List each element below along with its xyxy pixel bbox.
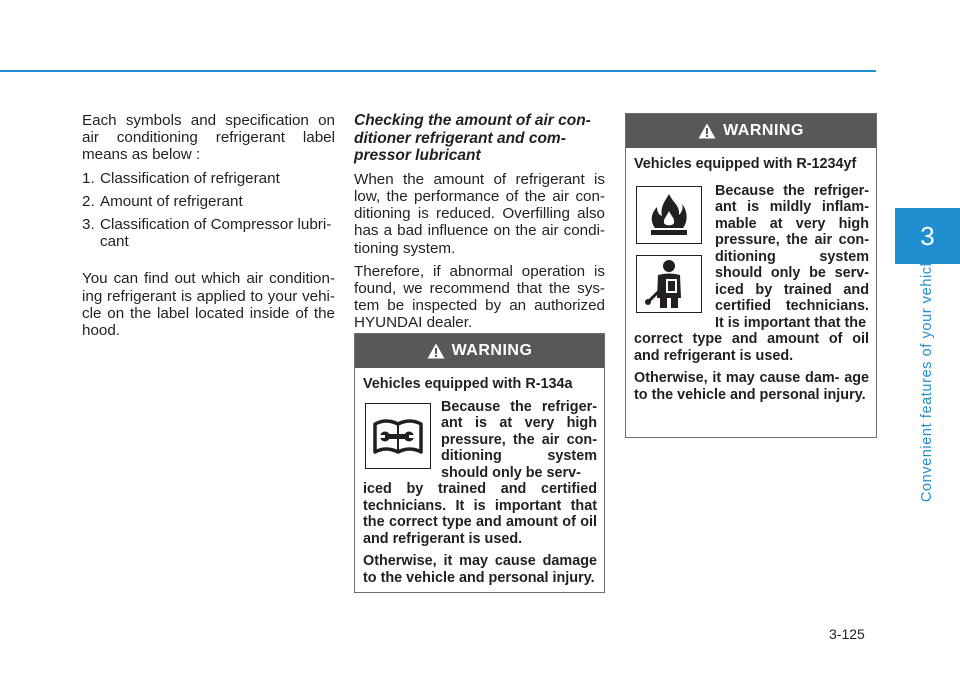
warning-icon-row [634, 183, 869, 332]
list-item [82, 170, 335, 187]
warning-label: WARNING [451, 342, 533, 359]
warning-triangle-icon [427, 343, 445, 359]
refrigerant-label-paragraph: You can find out which air condition- ing refrigerant is applied to your vehi- cle on the label located inside of the hood. [82, 270, 335, 340]
list-number: 2. [82, 192, 95, 210]
warning-final-text: Otherwise, it may cause damage to the vehicle and personal injury. [363, 553, 597, 586]
warning-text: correct type and amount of oil and refrigerant is used. [634, 331, 869, 364]
warning-side-text: Because the refriger- ant is mildly inflam- mable at very high pressure, the air con- ditioning system should only be serv- iced by trained and certified technicians. It is important that the [715, 182, 869, 331]
warning-box-r134a [354, 333, 605, 593]
column-left [82, 112, 335, 339]
chapter-number: 3 [920, 220, 935, 251]
section-paragraph-2: Therefore, if abnormal operation is found, we recommend that the sys- tem be inspected by an authorized HYUNDAI dealer. [354, 262, 605, 332]
warning-lead: Vehicles equipped with R-1234yf [634, 156, 857, 172]
warning-lead: Vehicles equipped with R-134a [363, 376, 573, 392]
warning-header [626, 114, 876, 148]
service-manual-wrench-icon [365, 403, 431, 469]
certified-technician-icon [636, 255, 702, 313]
warning-side-text: Because the refriger- ant is at very high pressure, the air con- ditioning system should only be serv- [441, 398, 597, 481]
list-number: 3. [82, 216, 95, 234]
label-meaning-list [82, 170, 335, 251]
flammable-flame-icon [636, 186, 702, 244]
list-text: Amount of refrigerant [100, 192, 243, 210]
list-number: 1. [82, 169, 95, 187]
page-number: 3-125 [829, 626, 865, 642]
warning-box-r1234yf [625, 113, 877, 438]
warning-label: WARNING [723, 122, 804, 139]
warning-header [355, 334, 604, 368]
header-rule [0, 70, 876, 72]
warning-final-text: Otherwise, it may cause dam- age to the vehicle and personal injury. [634, 370, 869, 403]
warning-icon-row [363, 399, 597, 482]
warning-body [626, 148, 876, 403]
list-text: Classification of Compressor lubri- cant [100, 216, 332, 251]
chapter-title: Convenient features of your vehicle [919, 253, 935, 503]
list-item [82, 216, 335, 250]
list-item [82, 193, 335, 210]
column-middle [354, 112, 605, 338]
list-text: Classification of refrigerant [100, 169, 280, 187]
warning-icons [636, 186, 706, 313]
warning-body [355, 368, 604, 586]
intro-paragraph: Each symbols and specification on air conditioning refrigerant label means as below : [82, 112, 335, 164]
section-paragraph-1: When the amount of refrigerant is low, the performance of the air con- ditioning is reduced. Overfilling also has a bad influence on the air condi- tioning system. [354, 170, 605, 257]
section-heading: Checking the amount of air con- ditioner refrigerant and com- pressor lubricant [354, 112, 591, 165]
warning-text: iced by trained and certified technicians. It is important that the correct type and amount of oil and refrigerant is used. [363, 481, 597, 547]
warning-triangle-icon [698, 123, 716, 139]
